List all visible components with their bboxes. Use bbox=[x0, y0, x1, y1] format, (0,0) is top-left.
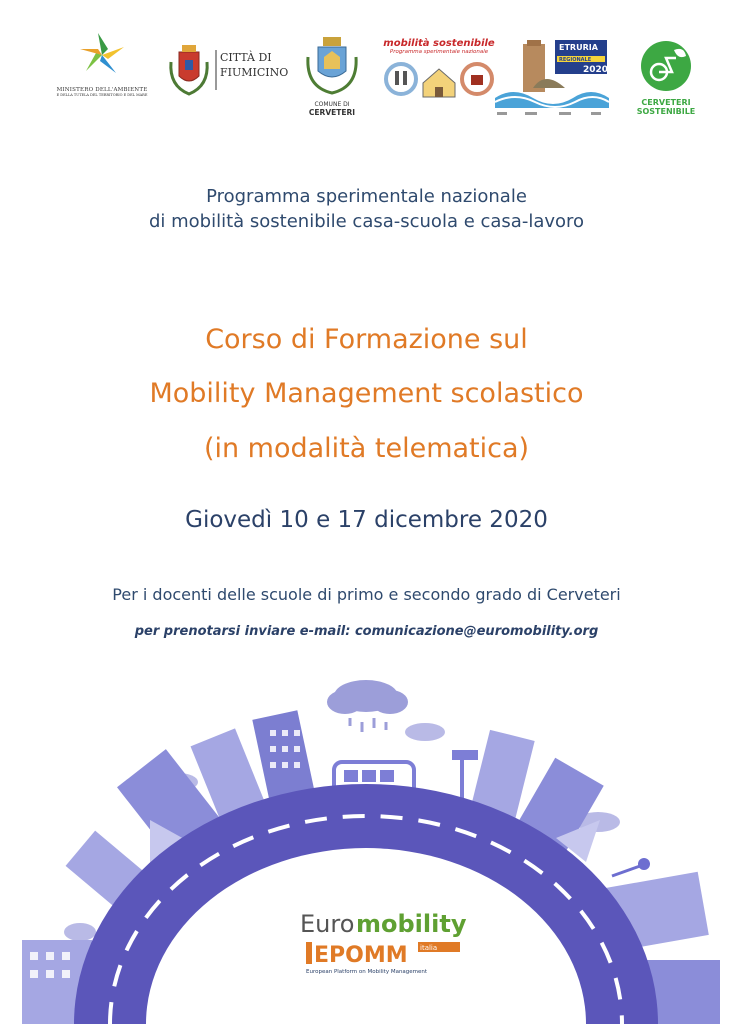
bicycle-leaf-icon bbox=[630, 40, 702, 94]
cerveteri-sost-line1: CERVETERI bbox=[641, 98, 691, 107]
cloud-icon bbox=[405, 723, 445, 741]
logo-row bbox=[0, 30, 733, 125]
school-home-work-icon bbox=[383, 55, 495, 101]
rain-cloud-icon bbox=[327, 680, 408, 732]
cerveteri-sost-line2: SOSTENIBILE bbox=[636, 107, 696, 116]
star-flower-icon bbox=[52, 30, 152, 80]
etruria-line2: REGIONALE bbox=[559, 57, 592, 63]
epomm-text: EPOMM bbox=[314, 943, 408, 968]
street-lamp-icon bbox=[612, 858, 650, 876]
mobilita-title: mobilità sostenibile bbox=[383, 38, 495, 49]
cerveteri-crest-icon bbox=[302, 35, 362, 97]
course-title-line1: Corso di Formazione sul bbox=[205, 324, 528, 355]
etruria-logo bbox=[493, 38, 611, 120]
etruria-line1: ETRURIA bbox=[559, 43, 598, 52]
comune-cerveteri-logo bbox=[302, 35, 362, 125]
euromobility-logo bbox=[300, 910, 467, 938]
mobilita-sostenibile-logo bbox=[383, 38, 495, 110]
fiumicino-line2: FIUMICINO bbox=[220, 66, 289, 79]
epomm-tagline: European Platform on Mobility Management bbox=[306, 969, 428, 975]
mobilita-subtitle: Programma sperimentale nazionale bbox=[389, 49, 489, 55]
etruria-tower-icon bbox=[493, 38, 611, 120]
city-illustration bbox=[0, 670, 733, 1024]
booking-instructions[interactable]: per prenotarsi inviare e-mail: comunicazione@euromobility.org bbox=[134, 624, 599, 639]
program-line1: Programma sperimentale nazionale bbox=[206, 186, 527, 207]
audience-text: Per i docenti delle scuole di primo e secondo grado di Cerveteri bbox=[112, 585, 621, 604]
euro-text: Euro bbox=[300, 910, 355, 938]
ministero-line1: MINISTERO DELL'AMBIENTE bbox=[56, 87, 148, 93]
cloud-icon bbox=[64, 923, 96, 941]
etruria-year: 2020 bbox=[583, 65, 609, 75]
ministero-line2: E DELLA TUTELA DEL TERRITORIO E DEL MARE bbox=[56, 93, 148, 97]
mobility-text: mobility bbox=[356, 910, 467, 938]
italia-text: italia bbox=[420, 944, 438, 952]
program-line2: di mobilità sostenibile casa-scuola e casa-lavoro bbox=[148, 211, 585, 232]
ministero-ambiente-logo bbox=[52, 30, 152, 105]
fiumicino-logo bbox=[165, 42, 290, 102]
event-date: Giovedì 10 e 17 dicembre 2020 bbox=[185, 507, 548, 533]
cerveteri-sostenibile-logo bbox=[630, 40, 702, 122]
course-title-line2: Mobility Management scolastico bbox=[149, 378, 584, 409]
course-title-line3: (in modalità telematica) bbox=[203, 433, 530, 464]
fiumicino-crest-icon bbox=[165, 42, 213, 102]
cerveteri-line2: CERVETERI bbox=[308, 108, 356, 117]
fiumicino-line1: CITTÀ DI bbox=[220, 51, 272, 64]
cerveteri-line1: COMUNE DI bbox=[314, 101, 350, 108]
